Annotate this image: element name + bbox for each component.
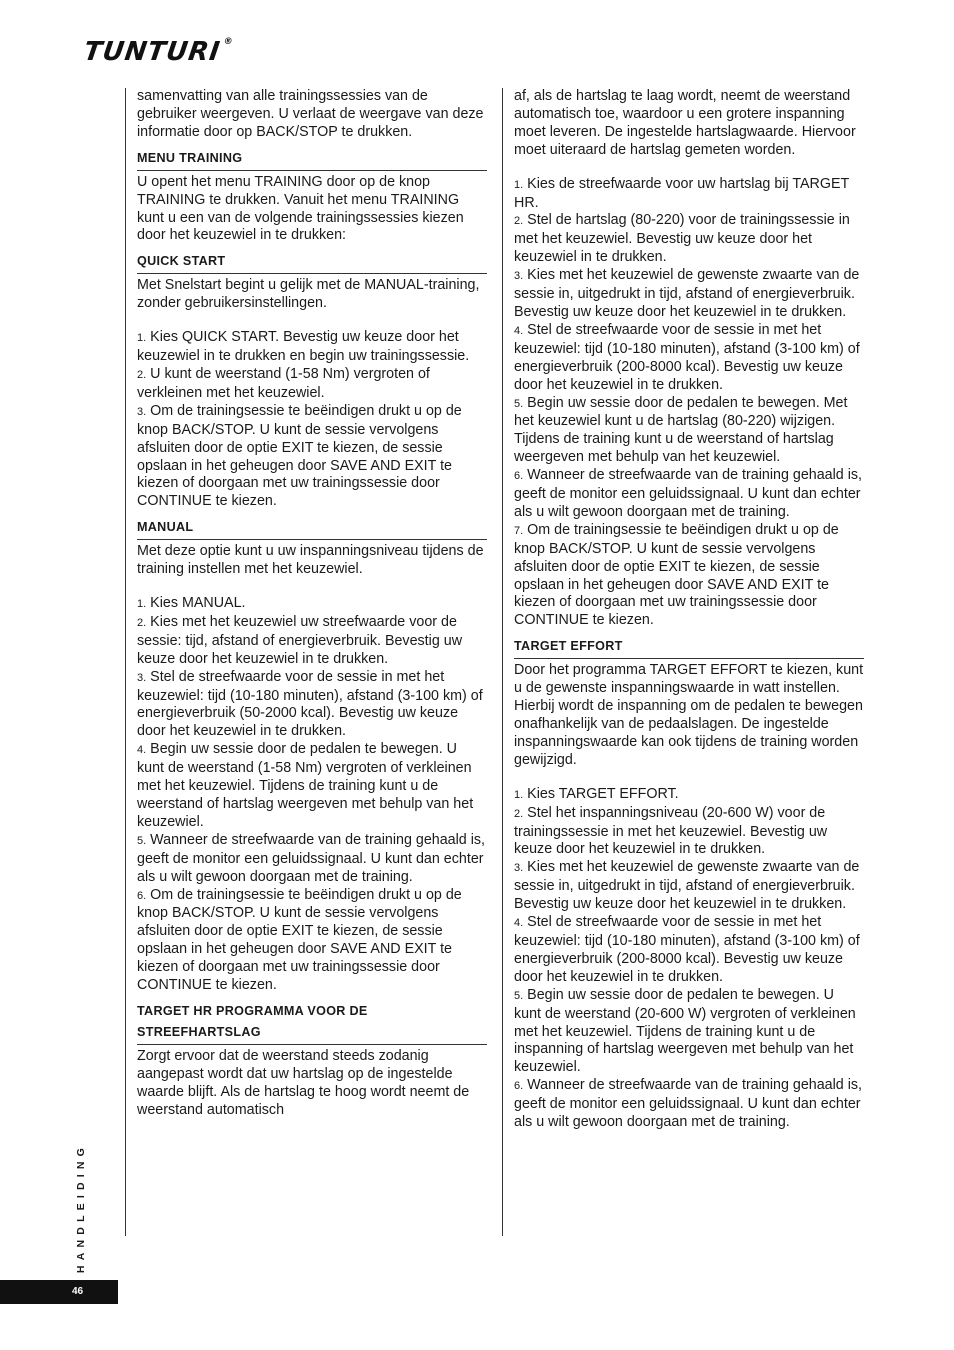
list-item: 3. Kies met het keuzewiel de gewenste zwaarte van de sessie in, uitgedrukt in tijd, afstand of energieverbruik. Bevestig uw keuze door het keuzewiel in te drukken. — [514, 267, 860, 320]
list-item: 2. Stel het inspanningsniveau (20-600 W) voor de trainingssessie in met het keuzewiel. Bevestig uw keuze door het keuzewiel in te drukken. — [514, 804, 828, 858]
list-item: 4. Stel de streefwaarde voor de sessie in met het keuzewiel: tijd (10-180 minuten), afstand (3-100 km) of energieverbruik (200-8000 kcal). Bevestig uw keuze door het keuzewiel in te drukken. — [514, 914, 860, 985]
heading-quick-start: QUICK START — [137, 245, 487, 274]
list-item: 6. Wanneer de streefwaarde van de training gehaald is, geeft de monitor een geluidssignaal. U kunt dan echter als u wilt gewoon doorgaan met de training. — [514, 467, 863, 520]
heading-manual: MANUAL — [137, 511, 487, 540]
target-effort-list — [514, 786, 864, 1132]
list-item: 2. U kunt de weerstand (1-58 Nm) vergroten of verkleinen met het keuzewiel. — [137, 365, 430, 401]
tunturi-logo: TUNTURI® — [81, 37, 235, 67]
target-hr-text: Zorgt ervoor dat de weerstand steeds zodanig aangepast wordt dat uw hartslag op de ingestelde waarde blijft. Als de hartslag te hoog wordt neemt de weerstand automatisch — [137, 1047, 470, 1118]
list-item: 5. Begin uw sessie door de pedalen te bewegen. Met het keuzewiel kunt u de hartslag (80-220) wijzigen. Tijdens de training kunt u de weerstand of hartslag weergeven met behulp van het keuzewiel. — [514, 394, 848, 466]
manual-text: Met deze optie kunt u uw inspanningsniveau tijdens de training instellen met het keuzewiel. — [137, 543, 484, 578]
right-column — [502, 88, 864, 1236]
list-item: 2. Stel de hartslag (80-220) voor de trainingssessie in met het keuzewiel. Bevestig uw keuze door het keuzewiel in te drukken. — [514, 212, 850, 266]
heading-target-effort: TARGET EFFORT — [514, 630, 864, 659]
intro-paragraph: samenvatting van alle trainingssessies van de gebruiker weergeven. U verlaat de weergave van deze informatie door op BACK/STOP te drukken. — [137, 88, 484, 140]
target-hr-continued: af, als de hartslag te laag wordt, neemt de weerstand automatisch toe, waardoor u een grotere inspanning moet leveren. De ingestelde hartslagwaarde. Hiervoor moet uiteraard de hartslag gemeten worden. — [514, 88, 856, 158]
page-number: 46 — [72, 1286, 84, 1297]
menu-training-text: U opent het menu TRAINING door op de knop TRAINING te drukken. Vanuit het menu TRAINING kunt u een van de volgende trainingssessies kiezen door het keuzewiel in te drukken: — [137, 173, 464, 244]
list-item: 3. Om de trainingsessie te beëindigen drukt u op de knop BACK/STOP. U kunt de sessie vervolgens afsluiten door de optie EXIT te kiezen, de sessie opslaan in het geheugen door SAVE AND EXIT te kiezen of doorgaan met uw trainingssessie door CONTINUE te kiezen. — [137, 402, 462, 510]
list-item: 5. Begin uw sessie door de pedalen te bewegen. U kunt de weerstand (20-600 W) vergroten of verkleinen met het keuzewiel. Tijdens de training kunt u de inspanning of hartslag weergeven met behulp van het keuzewiel. — [514, 986, 856, 1076]
list-item: 3. Stel de streefwaarde voor de sessie in met het keuzewiel: tijd (10-180 minuten), afstand (3-100 km) of energieverbruik (50-2000 kcal). Bevestig uw keuze door het keuzewiel in te drukken. — [137, 668, 483, 740]
list-item: 7. Om de trainingsessie te beëindigen drukt u op de knop BACK/STOP. U kunt de sessie vervolgens afsluiten door de optie EXIT te kiezen, de sessie opslaan in het geheugen door SAVE AND EXIT te kiezen of doorgaan met uw trainingssessie door CONTINUE te kiezen. — [514, 521, 839, 629]
list-item: 6. Om de trainingsessie te beëindigen drukt u op de knop BACK/STOP. U kunt de sessie vervolgens afsluiten door de optie EXIT te kiezen, de sessie opslaan in het geheugen door SAVE AND EXIT te kiezen of doorgaan met uw trainingssessie door CONTINUE te kiezen. — [137, 886, 462, 994]
list-item: 2. Kies met het keuzewiel uw streefwaarde voor de sessie: tijd, afstand of energieverbruik. Bevestig uw keuze door het keuzewiel in te drukken. — [137, 613, 463, 667]
page-number-box — [0, 1280, 118, 1304]
list-item: 6. Wanneer de streefwaarde van de training gehaald is, geeft de monitor een geluidssignaal. U kunt dan echter als u wilt gewoon doorgaan met de training. — [514, 1077, 863, 1131]
list-item: 1. Kies QUICK START. Bevestig uw keuze door het keuzewiel in te drukken en begin uw trainingssessie. — [137, 329, 470, 365]
manual-list — [137, 595, 487, 995]
quick-start-text: Met Snelstart begint u gelijk met de MANUAL-training, zonder gebruikersinstellingen. — [137, 277, 480, 312]
quick-start-list — [137, 329, 487, 511]
side-label: HANDLEIDING — [75, 1142, 87, 1274]
heading-target-hr: TARGET HR PROGRAMMA VOOR DE STREEFHARTSLAG — [137, 995, 487, 1045]
list-item: 4. Stel de streefwaarde voor de sessie in met het keuzewiel: tijd (10-180 minuten), afstand (3-100 km) of energieverbruik (200-8000 kcal). Bevestig uw keuze door het keuzewiel in te drukken. — [514, 321, 860, 393]
list-item: 1. Kies TARGET EFFORT. — [514, 785, 679, 802]
left-column — [125, 88, 487, 1236]
list-item: 4. Begin uw sessie door de pedalen te bewegen. U kunt de weerstand (1-58 Nm) vergroten of verkleinen met het keuzewiel. Tijdens de training kunt u de weerstand of hartslag weergeven met behulp van het keuzewiel. — [137, 741, 474, 830]
target-hr-list — [514, 176, 864, 631]
list-item: 5. Wanneer de streefwaarde van de training gehaald is, geeft de monitor een geluidssignaal. U kunt dan echter als u wilt gewoon doorgaan met de training. — [137, 831, 486, 885]
list-item: 1. Kies MANUAL. — [137, 595, 246, 612]
list-item: 3. Kies met het keuzewiel de gewenste zwaarte van de sessie in, uitgedrukt in tijd, afstand of energieverbruik. Bevestig uw keuze door het keuzewiel in te drukken. — [514, 859, 860, 913]
target-effort-text: Door het programma TARGET EFFORT te kiezen, kunt u de gewenste inspanningswaarde in watt instellen. Hierbij wordt de inspanning om de pedalen te bewegen onafhankelijk van de pedaalslagen. De ingestelde inspanningswaarde kan ook tijdens de training worden gewijzigd. — [514, 662, 864, 768]
heading-menu-training: MENU TRAINING — [137, 142, 487, 171]
list-item: 1. Kies de streefwaarde voor uw hartslag bij TARGET HR. — [514, 175, 849, 211]
